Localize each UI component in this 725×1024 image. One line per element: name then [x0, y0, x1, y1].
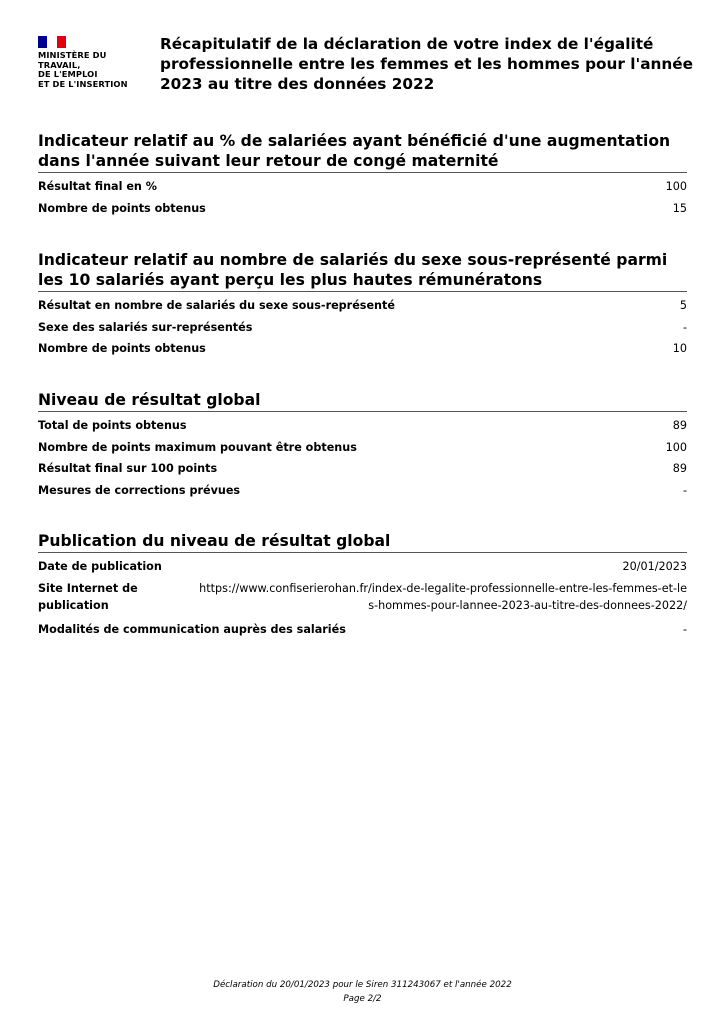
row-label: Résultat final en % [38, 180, 157, 193]
result-row [38, 295, 687, 317]
row-value: 89 [672, 419, 687, 432]
row-label: Résultat final sur 100 points [38, 462, 218, 475]
result-row [38, 317, 687, 339]
row-label: Nombre de points obtenus [38, 201, 206, 215]
row-label: Modalités de communication auprès des salariés [38, 622, 346, 636]
marianne-flag-icon [38, 36, 66, 48]
row-value: 15 [672, 201, 687, 215]
row-value: 5 [679, 299, 687, 312]
document-title: Récapitulatif de la déclaration de votre index de l'égalité professionnelle entre les femmes et les hommes pour l'année 2023 au titre des données 2022 [160, 35, 694, 93]
result-row [38, 198, 687, 220]
result-row [38, 415, 687, 437]
row-value: 20/01/2023 [622, 560, 687, 573]
row-value: 89 [672, 462, 687, 475]
row-value: 100 [665, 440, 687, 454]
result-row [38, 619, 687, 641]
result-row [38, 556, 687, 578]
section-top-salaries-indicator [38, 250, 687, 360]
result-row [38, 338, 687, 360]
section-publication [38, 531, 687, 640]
ministry-logo [38, 36, 148, 89]
row-label: Nombre de points obtenus [38, 342, 206, 355]
row-value: - [682, 483, 687, 497]
section-heading: Indicateur relatif au nombre de salariés du sexe sous-représenté parmi les 10 salariés ayant perçu les plus hautes rémunératons [38, 250, 687, 292]
section-heading: Indicateur relatif au % de salariées ayant bénéficié d'une augmentation dans l'année suivant leur retour de congé maternité [38, 131, 687, 173]
result-row [38, 458, 687, 480]
row-label: Site Internet de publication [38, 581, 138, 612]
row-label: Total de points obtenus [38, 419, 187, 432]
section-maternity-indicator [38, 131, 687, 219]
page-footer [0, 978, 725, 1006]
row-value: - [682, 320, 687, 334]
result-row [38, 578, 687, 619]
page-header [0, 0, 725, 110]
row-value: - [682, 622, 687, 636]
publication-url: https://www.confiserierohan.fr/index-de-legalite-professionnelle-entre-les-femmes-et-les-hommes-pour-lannee-2023-au-titre-des-donnees-2022/ [199, 581, 687, 612]
ministry-name: MINISTÈRE DU TRAVAIL, DE L'EMPLOI ET DE L'INSERTION [38, 50, 128, 89]
section-heading: Publication du niveau de résultat global [38, 531, 687, 553]
row-label: Mesures de corrections prévues [38, 483, 241, 497]
row-value: 100 [665, 180, 687, 193]
row-label: Sexe des salariés sur-représentés [38, 320, 253, 334]
page-number: Page 2/2 [343, 994, 382, 1004]
result-row [38, 437, 687, 459]
row-label: Résultat en nombre de salariés du sexe sous-représenté [38, 299, 395, 312]
section-global-result [38, 390, 687, 501]
result-row [38, 176, 687, 198]
section-heading: Niveau de résultat global [38, 390, 687, 412]
result-row [38, 480, 687, 502]
row-label: Date de publication [38, 560, 162, 573]
row-label: Nombre de points maximum pouvant être obtenus [38, 440, 357, 454]
footer-declaration: Déclaration du 20/01/2023 pour le Siren 311243067 et l'année 2022 [213, 980, 512, 990]
row-value: 10 [672, 342, 687, 355]
